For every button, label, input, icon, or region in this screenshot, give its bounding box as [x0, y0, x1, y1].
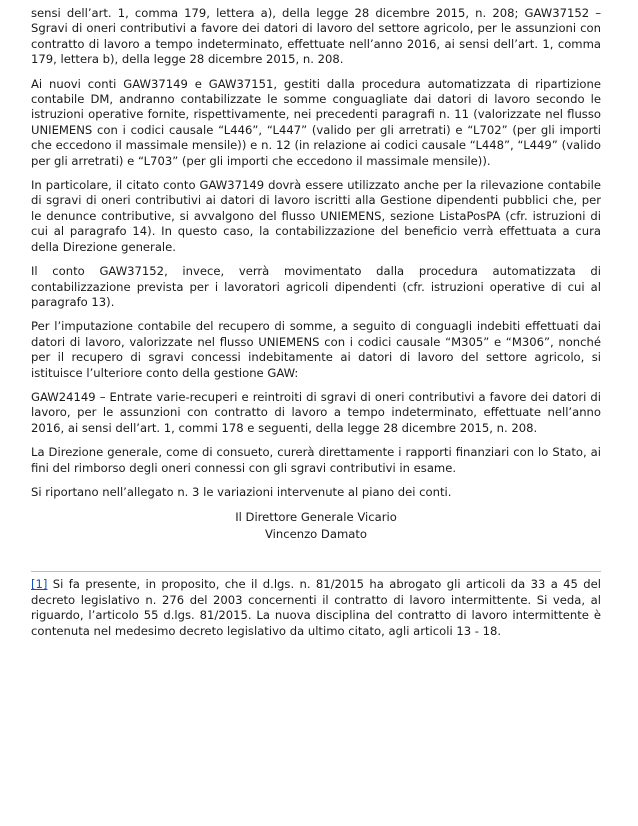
paragraph-recovery-imputation: Per l’imputazione contabile del recupero di somme, a seguito di conguagli indebiti effettuati dai datori di lavoro, valorizzate nel flusso UNIEMENS con i codici causale “M305” e “M306”, nonché per il recupero di sgravi concessi indebitamente ai datori di lavoro del settore agricolo, si istituisce l’ulteriore conto della gestione GAW: [31, 319, 601, 380]
paragraph-gaw37152: sensi dell’art. 1, comma 179, lettera a), della legge 28 dicembre 2015, n. 208; GAW37152 – Sgravi di oneri contributivi a favore dei datori di lavoro del settore agricolo, per le assunzioni con contratto di lavoro a tempo indeterminato, effettuate nell’anno 2016, ai sensi dell’art. 1, comma 179, lettera b), della legge 28 dicembre 2015, n. 208. [31, 6, 601, 67]
paragraph-gaw37152-movement: Il conto GAW37152, invece, verrà movimentato dalla procedura automatizzata di contabilizzazione prevista per i lavoratori agricoli dipendenti (cfr. istruzioni operative di cui al paragrafo 13). [31, 264, 601, 309]
signature-name: Vincenzo Damato [264, 527, 368, 542]
signature-block [31, 509, 601, 543]
paragraph-allegato: Si riportano nell’allegato n. 3 le variazioni intervenute al piano dei conti. [31, 484, 452, 499]
signature-title: Il Direttore Generale Vicario [235, 510, 397, 525]
paragraph-gaw24149: GAW24149 – Entrate varie-recuperi e reintroiti di sgravi di oneri contributivi a favore dei datori di lavoro, per le assunzioni con contratto di lavoro a tempo indeterminato, effettuate nell’anno 2016, ai sensi dell’art. 1, commi 178 e seguenti, della legge 28 dicembre 2015, n. 208. [31, 389, 601, 435]
paragraph-new-accounts: Ai nuovi conti GAW37149 e GAW37151, gestiti dalla procedura automatizzata di ripartizione contabile DM, andranno contabilizzate le somme conguagliate dai datori di lavoro secondo le istruzioni operative fornite, rispettivamente, nei precedenti paragrafi n. 11 (valorizzate nel flusso UNIEMENS con i codici causale “L446”, “L447” (valido per gli arretrati) e “L702” (per gli importi che eccedono il massimale mensile)) e n. 12 (in relazione ai codici causale “L448”, “L449” (valido per gli arretrati) e “L703” (per gli importi che eccedono il massimale mensile)). [31, 76, 601, 168]
footnote-divider [31, 571, 601, 572]
paragraph-gaw37149-usage: In particolare, il citato conto GAW37149 dovrà essere utilizzato anche per la rilevazione contabile di sgravi di oneri contributivi ai datori di lavoro iscritti alla Gestione dipendenti pubblici che, per le denunce contributive, si avvalgono del flusso UNIEMENS, sezione ListaPosPA (cfr. istruzioni di cui al paragrafo 14). In questo caso, la contabilizzazione del beneficio verrà effettuata a cura della Direzione generale. [31, 178, 601, 254]
footnote [31, 577, 601, 639]
footnote-link[interactable]: [1] [31, 577, 48, 592]
paragraph-direzione-generale: La Direzione generale, come di consueto, curerà direttamente i rapporti finanziari con lo Stato, ai fini del rimborso degli oneri connessi con gli sgravi contributivi in esame. [31, 445, 601, 475]
footnote-text: Si fa presente, in proposito, che il d.lgs. n. 81/2015 ha abrogato gli articoli da 33 a 45 del decreto legislativo n. 276 del 2003 concernenti il contratto di lavoro intermittente. Si veda, al riguardo, l’articolo 55 d.lgs. 81/2015. La nuova disciplina del contratto di lavoro intermittente è contenuta nel medesimo decreto legislativo da ultimo citato, agli articoli 13 - 18. [31, 577, 601, 638]
